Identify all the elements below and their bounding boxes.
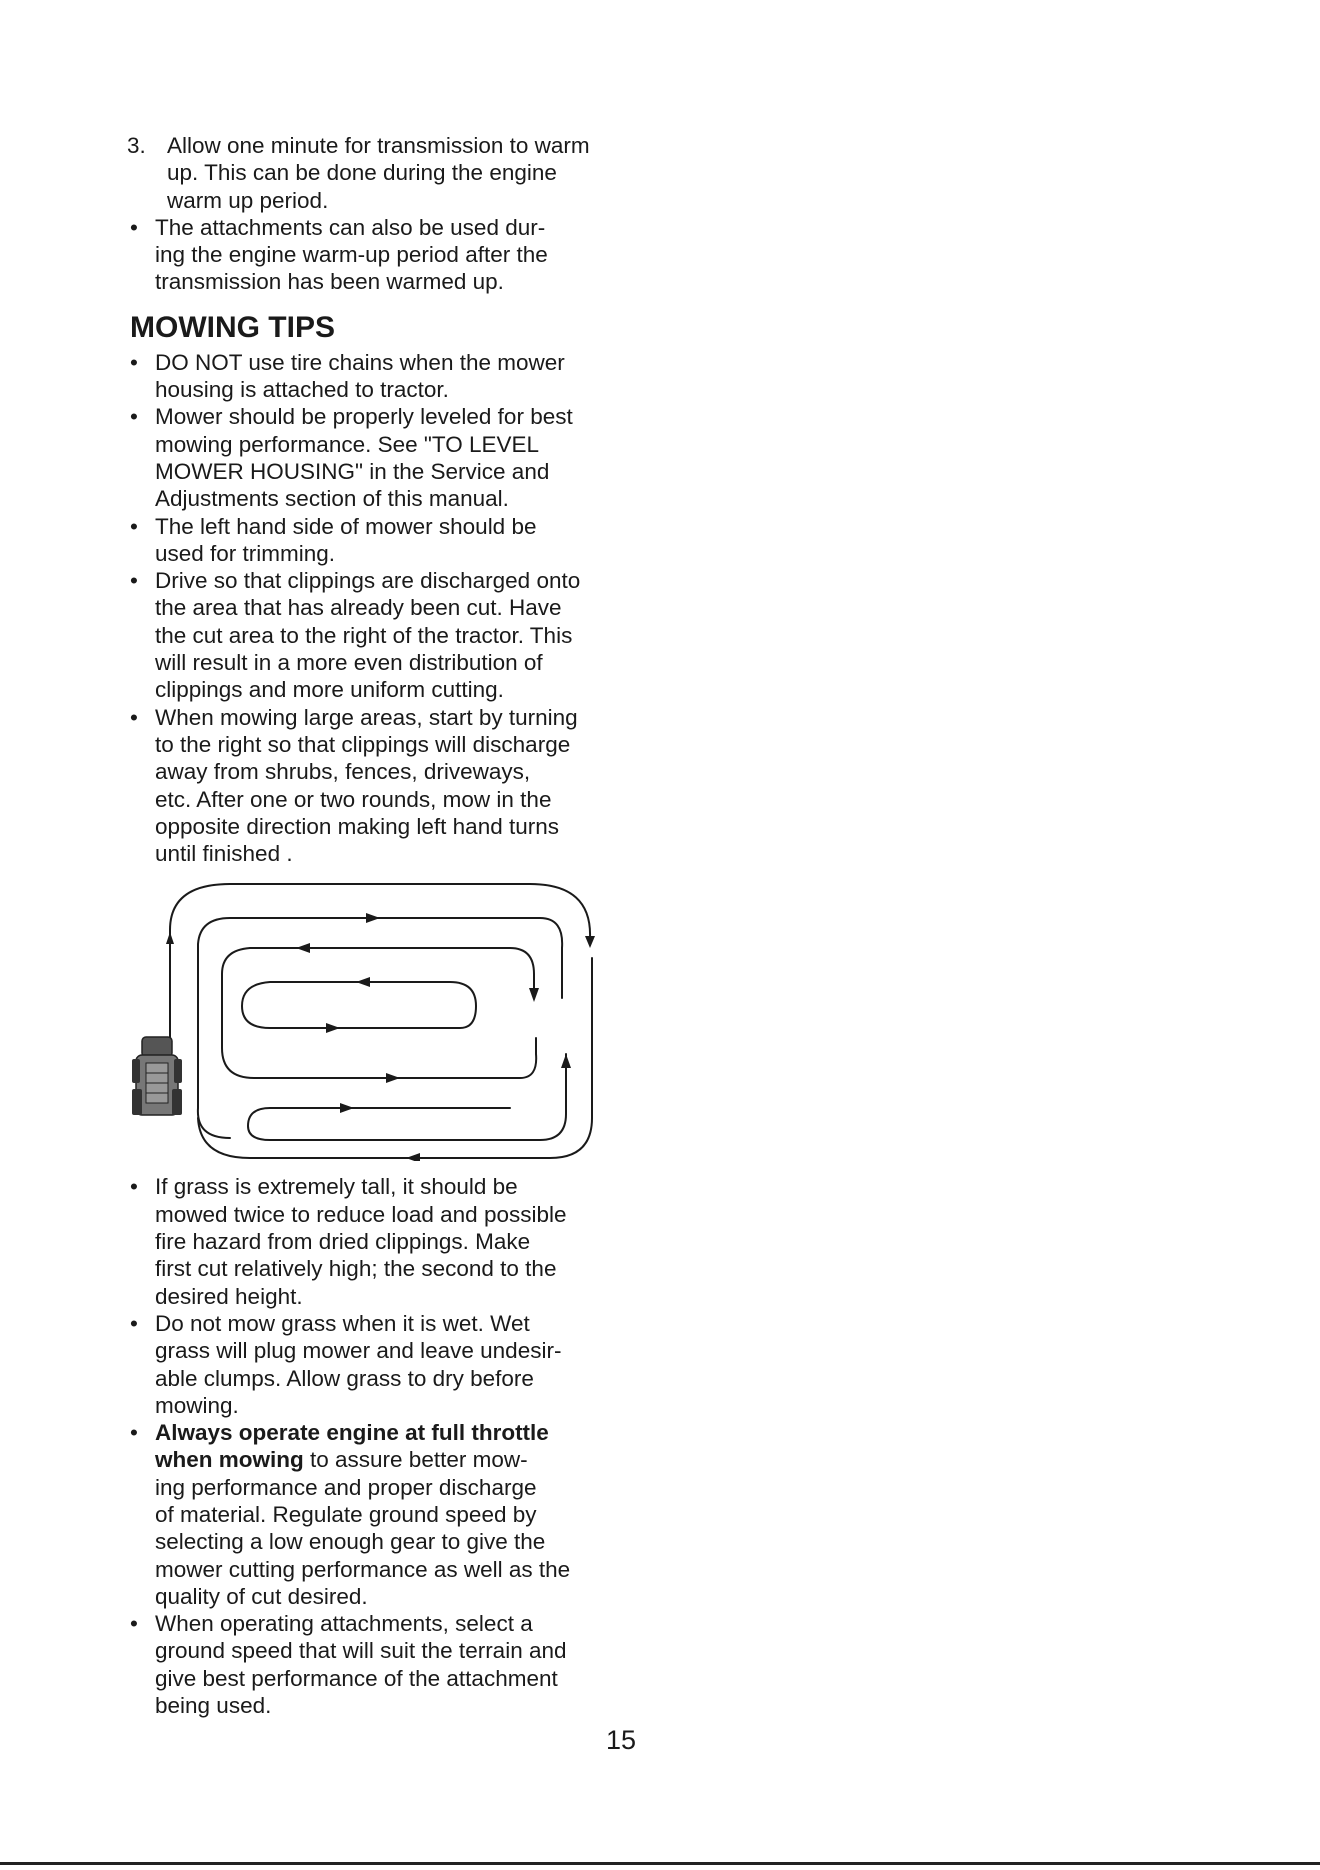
- bullet-line: MOWER HOUSING" in the Service and: [155, 458, 550, 484]
- bullet-icon: •: [130, 349, 138, 375]
- bullet-trimming: [130, 513, 610, 568]
- bullet-line: Mower should be properly leveled for best: [155, 404, 573, 430]
- bullet-line: selecting a low enough gear to give the: [155, 1529, 546, 1555]
- bullet-tire-chains: [130, 349, 610, 404]
- bullet-wet-grass: [130, 1310, 610, 1419]
- bullet-line: fire hazard from dried clippings. Make: [155, 1229, 531, 1255]
- bullet-icon: •: [130, 513, 138, 539]
- bullet-icon: •: [130, 568, 138, 594]
- bullet-text: to assure better mow-: [303, 1447, 528, 1473]
- bullet-full-throttle: [130, 1419, 610, 1610]
- bullet-attachments: [130, 214, 610, 296]
- bullet-icon: •: [130, 1611, 138, 1637]
- bullet-line: etc. After one or two rounds, mow in the: [155, 786, 552, 812]
- bullet-line: the cut area to the right of the tractor. This: [155, 622, 573, 648]
- bullet-level-mower: [130, 403, 610, 512]
- bullet-attachments-speed: [130, 1610, 610, 1719]
- bullet-line: DO NOT use tire chains when the mower: [155, 349, 565, 375]
- bullet-icon: •: [130, 1310, 138, 1336]
- step-line: up. This can be done during the engine: [167, 160, 557, 186]
- bullet-line: mowing.: [155, 1392, 239, 1418]
- bullet-line: ing performance and proper discharge: [155, 1474, 537, 1500]
- bullet-line: [155, 1446, 610, 1473]
- bullet-line: grass will plug mower and leave undesir-: [155, 1338, 562, 1364]
- page-content: [127, 132, 610, 1719]
- bullet-line: transmission has been warmed up.: [155, 269, 504, 295]
- bullet-line: opposite direction making left hand turns: [155, 813, 559, 839]
- mowing-pattern-diagram: [130, 878, 610, 1161]
- bullet-icon: •: [130, 214, 138, 240]
- bullet-line: ground speed that will suit the terrain and: [155, 1638, 567, 1664]
- bullet-line: will result in a more even distribution of: [155, 650, 543, 676]
- step-3: [127, 132, 610, 214]
- mowing-pattern-svg: [130, 878, 610, 1161]
- section-heading: MOWING TIPS: [130, 310, 335, 344]
- bullet-line: until finished .: [155, 841, 293, 867]
- bottom-rule: [0, 1862, 1320, 1865]
- bullet-line: If grass is extremely tall, it should be: [155, 1174, 518, 1200]
- bullet-line: ing the engine warm-up period after the: [155, 242, 548, 268]
- bullet-icon: •: [130, 1420, 138, 1446]
- bullet-line: desired height.: [155, 1283, 303, 1309]
- bullet-line: mowing performance. See "TO LEVEL: [155, 431, 540, 457]
- bullet-line: When mowing large areas, start by turning: [155, 704, 578, 730]
- bullet-line: Adjustments section of this manual.: [155, 486, 509, 512]
- bullet-line: able clumps. Allow grass to dry before: [155, 1365, 534, 1391]
- bullet-line: housing is attached to tractor.: [155, 377, 449, 403]
- bullet-line: used for trimming.: [155, 540, 336, 566]
- bullet-icon: •: [130, 404, 138, 430]
- step-number: 3.: [127, 133, 146, 158]
- step-line: Allow one minute for transmission to warm: [167, 133, 590, 158]
- bullet-line: The attachments can also be used dur-: [155, 214, 546, 240]
- bold-text: when mowing: [155, 1447, 304, 1473]
- bullet-line: clippings and more uniform cutting.: [155, 677, 504, 703]
- bullet-line: Drive so that clippings are discharged onto: [155, 568, 581, 594]
- bullet-line: away from shrubs, fences, driveways,: [155, 759, 531, 785]
- bullet-line: give best performance of the attachment: [155, 1665, 558, 1691]
- bullet-tall-grass: [130, 1173, 610, 1309]
- bullet-discharge: [130, 567, 610, 703]
- bullet-line: quality of cut desired.: [155, 1583, 368, 1609]
- bullet-line: mower cutting performance as well as the: [155, 1556, 571, 1582]
- bullet-line: The left hand side of mower should be: [155, 513, 537, 539]
- bullet-icon: •: [130, 1174, 138, 1200]
- bold-text: Always operate engine at full throttle: [155, 1420, 549, 1446]
- step-line: warm up period.: [167, 187, 329, 213]
- bullet-line: When operating attachments, select a: [155, 1611, 533, 1637]
- bullet-line: Do not mow grass when it is wet. Wet: [155, 1310, 530, 1336]
- bullet-icon: •: [130, 704, 138, 730]
- bullet-line: of material. Regulate ground speed by: [155, 1501, 537, 1527]
- bullet-line: [155, 1419, 610, 1446]
- bullet-large-areas: [130, 704, 610, 868]
- bullet-line: mowed twice to reduce load and possible: [155, 1201, 567, 1227]
- bullet-line: to the right so that clippings will discharge: [155, 731, 571, 757]
- bullet-line: being used.: [155, 1693, 272, 1719]
- tractor-icon: [132, 1037, 182, 1115]
- bullet-line: the area that has already been cut. Have: [155, 595, 562, 621]
- bullet-line: first cut relatively high; the second to the: [155, 1256, 557, 1282]
- page-number: 15: [606, 1725, 637, 1755]
